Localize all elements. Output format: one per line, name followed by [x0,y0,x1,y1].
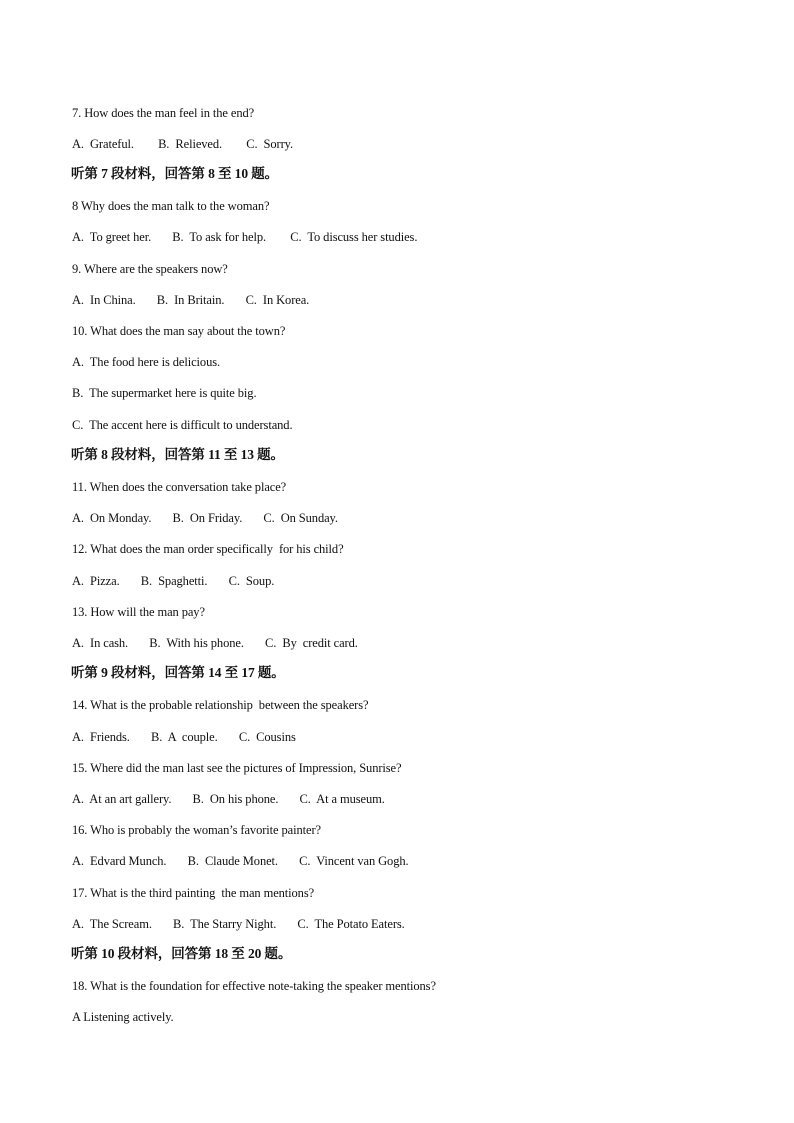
options-8: A. To greet her. B. To ask for help. C. To discuss her studies. [72,230,418,244]
question-14: 14. What is the probable relationship between the speakers? [72,698,369,712]
options-14: A. Friends. B. A couple. C. Cousins [72,730,296,744]
options-16: A. Edvard Munch. B. Claude Monet. C. Vincent van Gogh. [72,854,409,868]
option-10c: C. The accent here is difficult to understand. [72,418,293,432]
question-11: 11. When does the conversation take place? [72,480,287,494]
section-heading-7: 听第 7 段材料，回答第 8 至 10 题。 [71,166,279,181]
section-heading-9: 听第 9 段材料，回答第 14 至 17 题。 [71,665,285,680]
options-13: A. In cash. B. With his phone. C. By credit card. [72,636,358,650]
question-18: 18. What is the foundation for effective note-taking the speaker mentions? [72,979,436,993]
options-15: A. At an art gallery. B. On his phone. C. At a museum. [72,792,385,806]
question-15: 15. Where did the man last see the pictures of Impression, Sunrise? [72,761,402,775]
question-13: 13. How will the man pay? [72,605,205,619]
question-9: 9. Where are the speakers now? [72,262,228,276]
question-17: 17. What is the third painting the man mentions? [72,886,315,900]
options-17: A. The Scream. B. The Starry Night. C. The Potato Eaters. [72,917,405,931]
question-12: 12. What does the man order specifically for his child? [72,542,344,556]
option-10b: B. The supermarket here is quite big. [72,386,257,400]
options-7: A. Grateful. B. Relieved. C. Sorry. [72,137,294,151]
section-heading-10: 听第 10 段材料，回答第 18 至 20 题。 [71,946,292,961]
option-18a: A Listening actively. [72,1010,174,1024]
options-11: A. On Monday. B. On Friday. C. On Sunday. [72,511,338,525]
options-12: A. Pizza. B. Spaghetti. C. Soup. [72,574,275,588]
question-8: 8 Why does the man talk to the woman? [72,199,270,213]
question-10: 10. What does the man say about the town? [72,324,286,338]
options-9: A. In China. B. In Britain. C. In Korea. [72,293,310,307]
question-16: 16. Who is probably the woman’s favorite painter? [72,823,321,837]
section-heading-8: 听第 8 段材料，回答第 11 至 13 题。 [71,447,284,462]
option-10a: A. The food here is delicious. [72,355,221,369]
question-7: 7. How does the man feel in the end? [72,106,255,120]
